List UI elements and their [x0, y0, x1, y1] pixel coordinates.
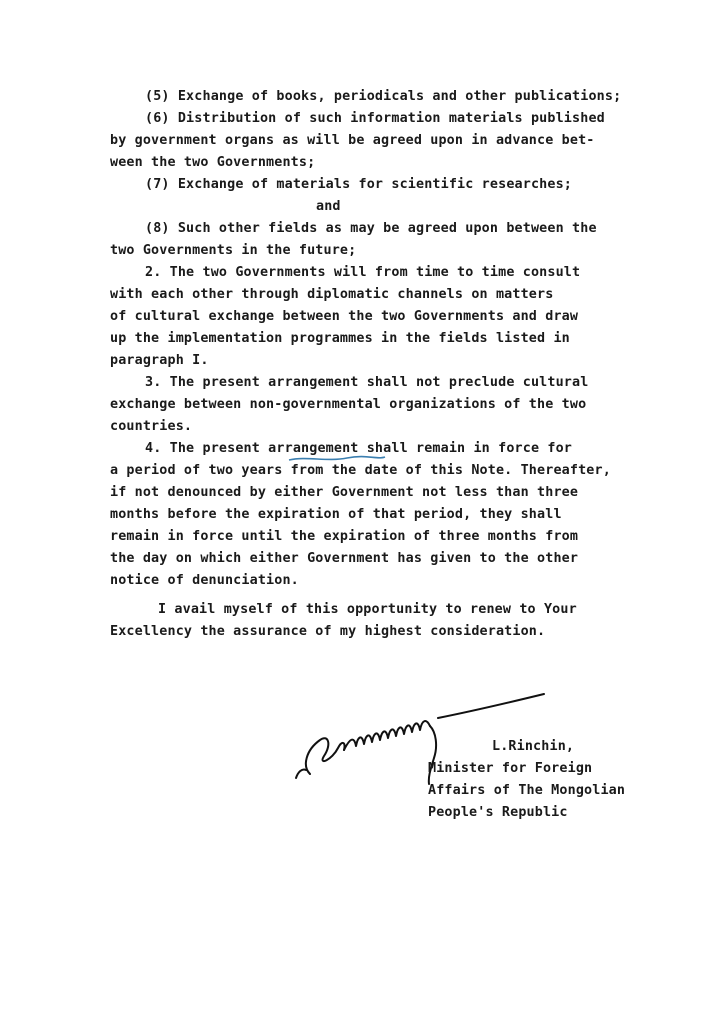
signatory-title-line-3: People's Republic — [428, 805, 568, 820]
para-3-line-2: exchange between non-governmental organizations of the two — [110, 397, 587, 412]
item-8-line-1: (8) Such other fields as may be agreed upon between the — [145, 221, 597, 236]
para-4-line-5: remain in force until the expiration of three months from — [110, 529, 579, 544]
item-6-line-1: (6) Distribution of such information materials published — [145, 111, 605, 126]
para-3-line-3: countries. — [110, 419, 193, 434]
para-2-line-3: of cultural exchange between the two Governments and draw — [110, 309, 579, 324]
item-5: (5) Exchange of books, periodicals and other publications; — [145, 89, 622, 104]
item-8-line-2: two Governments in the future; — [110, 243, 357, 258]
para-2-line-2: with each other through diplomatic channels on matters — [110, 287, 554, 302]
para-4-line-3: if not denounced by either Government not less than three — [110, 485, 579, 500]
closing-line-2: Excellency the assurance of my highest consideration. — [110, 624, 546, 639]
para-4-line-2: a period of two years from the date of this Note. Thereafter, — [110, 463, 611, 478]
para-4-line-1: 4. The present arrangement shall remain in force for — [145, 441, 573, 456]
para-2-line-1: 2. The two Governments will from time to time consult — [145, 265, 581, 280]
item-7: (7) Exchange of materials for scientific researches; — [145, 177, 573, 192]
para-4-line-4: months before the expiration of that period, they shall — [110, 507, 562, 522]
signatory-title-line-2: Affairs of The Mongolian — [428, 783, 626, 798]
item-6-line-3: ween the two Governments; — [110, 155, 316, 170]
signatory-title-line-1: Minister for Foreign — [428, 761, 593, 776]
signatory-name: L.Rinchin, — [492, 739, 575, 754]
para-2-line-4: up the implementation programmes in the fields listed in — [110, 331, 570, 346]
item-6-line-2: by government organs as will be agreed upon in advance bet- — [110, 133, 595, 148]
para-4-line-6: the day on which either Government has given to the other — [110, 551, 579, 566]
para-4-line-7: notice of denunciation. — [110, 573, 299, 588]
conjunction-and: and — [316, 199, 341, 214]
para-3-line-1: 3. The present arrangement shall not preclude cultural — [145, 375, 589, 390]
para-2-line-5: paragraph I. — [110, 353, 209, 368]
closing-line-1: I avail myself of this opportunity to renew to Your — [158, 602, 577, 617]
